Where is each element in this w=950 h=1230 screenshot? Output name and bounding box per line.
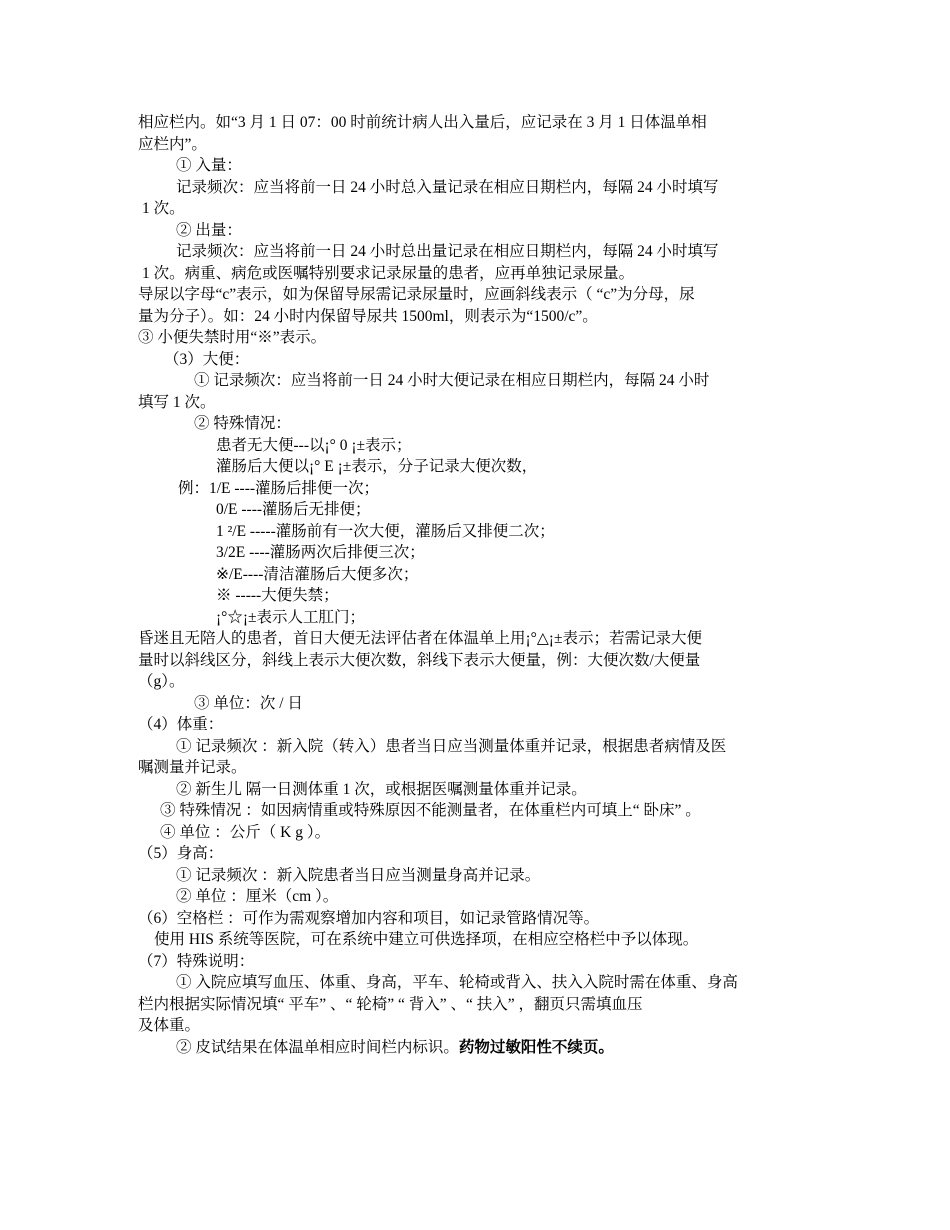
text-line: （6）空格栏 ：可作为需观察增加内容和项目，如记录管路情况等。 <box>138 909 600 927</box>
text-line: （7）特殊说明： <box>138 952 255 970</box>
text-line: ③ 特殊情况 ：如因病情重或特殊原因不能测量者，在体重栏内可填上“ 卧床” 。 <box>160 802 701 819</box>
text-line: ※/E----清洁灌肠后大便多次； <box>216 565 419 583</box>
text-line: 0/E ----灌肠后无排便； <box>216 501 371 518</box>
text-line: ② 出量： <box>176 221 242 239</box>
text-line: 量为分子）。如：24 小时内保留导尿共 1500ml，则表示为“1500/c”。 <box>138 307 598 325</box>
text-line: （g）。 <box>138 673 185 690</box>
text-line: ① 记录频次 ：新入院患者当日应当测量身高并记录。 <box>176 866 541 884</box>
text-line: 1 次。病重、病危或医嘱特别要求记录尿量的患者，应再单独记录尿量。 <box>142 264 635 282</box>
text-line: （5）身高： <box>138 845 224 862</box>
text-line: ① 入量： <box>176 157 242 174</box>
allergy-note-bold: 药物过敏阳性不续页。 <box>458 1037 614 1056</box>
text-line: 应栏内”。 <box>138 135 207 153</box>
text-line: 记录频次：应当将前一日 24 小时总出量记录在相应日期栏内，每隔 24 小时填写 <box>176 243 719 260</box>
text-line: 及体重。 <box>138 1017 201 1034</box>
text-line: 使用 HIS 系统等医院，可在系统中建立可供选择项，在相应空格栏中予以体现。 <box>154 931 699 948</box>
text-line: 例：1/E ----灌肠后排便一次； <box>178 479 380 497</box>
text-line: ① 入院应填写血压、体重、身高，平车、轮椅或背入、扶入入院时需在体重、身高 <box>176 974 738 991</box>
text-line: 记录频次：应当将前一日 24 小时总入量记录在相应日期栏内，每隔 24 小时填写 <box>176 178 719 196</box>
text-line: 导尿以字母“c”表示，如为保留导尿需记录尿量时，应画斜线表示（ “c”为分母，尿 <box>138 286 695 303</box>
text-line: 灌肠后大便以¡° E ¡±表示，分子记录大便次数， <box>216 458 538 475</box>
text-line: 3/2E ----灌肠两次后排便三次； <box>216 544 425 561</box>
text-line: ③ 单位：次 / 日 <box>194 694 303 712</box>
text-line: ④ 单位 ：公斤（ K g ）。 <box>160 823 331 841</box>
text-line: ¡°☆¡±表示人工肛门； <box>216 608 366 626</box>
text-line: 相应栏内。如“3 月 1 日 07：00 时前统计病人出入量后，应记录在 3 月 1 日体温单相 <box>138 114 707 131</box>
document-body <box>138 112 818 1058</box>
text-line: 量时以斜线区分，斜线上表示大便次数，斜线下表示大便量，例：大便次数/大便量 <box>138 651 701 669</box>
text-line: ① 记录频次 ：新入院（转入）患者当日应当测量体重并记录，根据患者病情及医 <box>176 737 727 755</box>
text-line: ② 新生儿 隔一日测体重 1 次，或根据医嘱测量体重并记录。 <box>176 780 587 798</box>
text-line: （3）大便： <box>164 350 250 368</box>
text-line: 患者无大便---以¡° 0 ¡±表示； <box>216 436 412 454</box>
text-line: ① 记录频次：应当将前一日 24 小时大便记录在相应日期栏内，每隔 24 小时 <box>194 372 710 389</box>
text-line: 1 次。 <box>142 200 185 217</box>
text-line: ※ -----大便失禁； <box>216 587 339 604</box>
text-line: ② 特殊情况： <box>194 415 291 432</box>
skin-test-note-line <box>138 1037 818 1059</box>
text-line: ② 单位 ：厘米（cm ）。 <box>176 888 339 905</box>
text-line: （4）体重： <box>138 716 224 733</box>
text-line: 昏迷且无陪人的患者，首日大便无法评估者在体温单上用¡°△¡±表示；若需记录大便 <box>138 630 702 647</box>
text-line: ③ 小便失禁时用“※”表示。 <box>138 329 327 346</box>
paragraph-lines <box>138 112 818 1037</box>
text-line: 嘱测量并记录。 <box>138 759 247 776</box>
text-line: 填写 1 次。 <box>138 393 216 411</box>
skin-test-note-text: ② 皮试结果在体温单相应时间栏内标识。 <box>176 1038 459 1056</box>
text-line: 栏内根据实际情况填“ 平车” 、“ 轮椅” “ 背入” 、“ 扶入” ，翻页只需填血压 <box>138 995 643 1013</box>
text-line: 1 ²/E -----灌肠前有一次大便，灌肠后又排便二次； <box>216 522 555 540</box>
